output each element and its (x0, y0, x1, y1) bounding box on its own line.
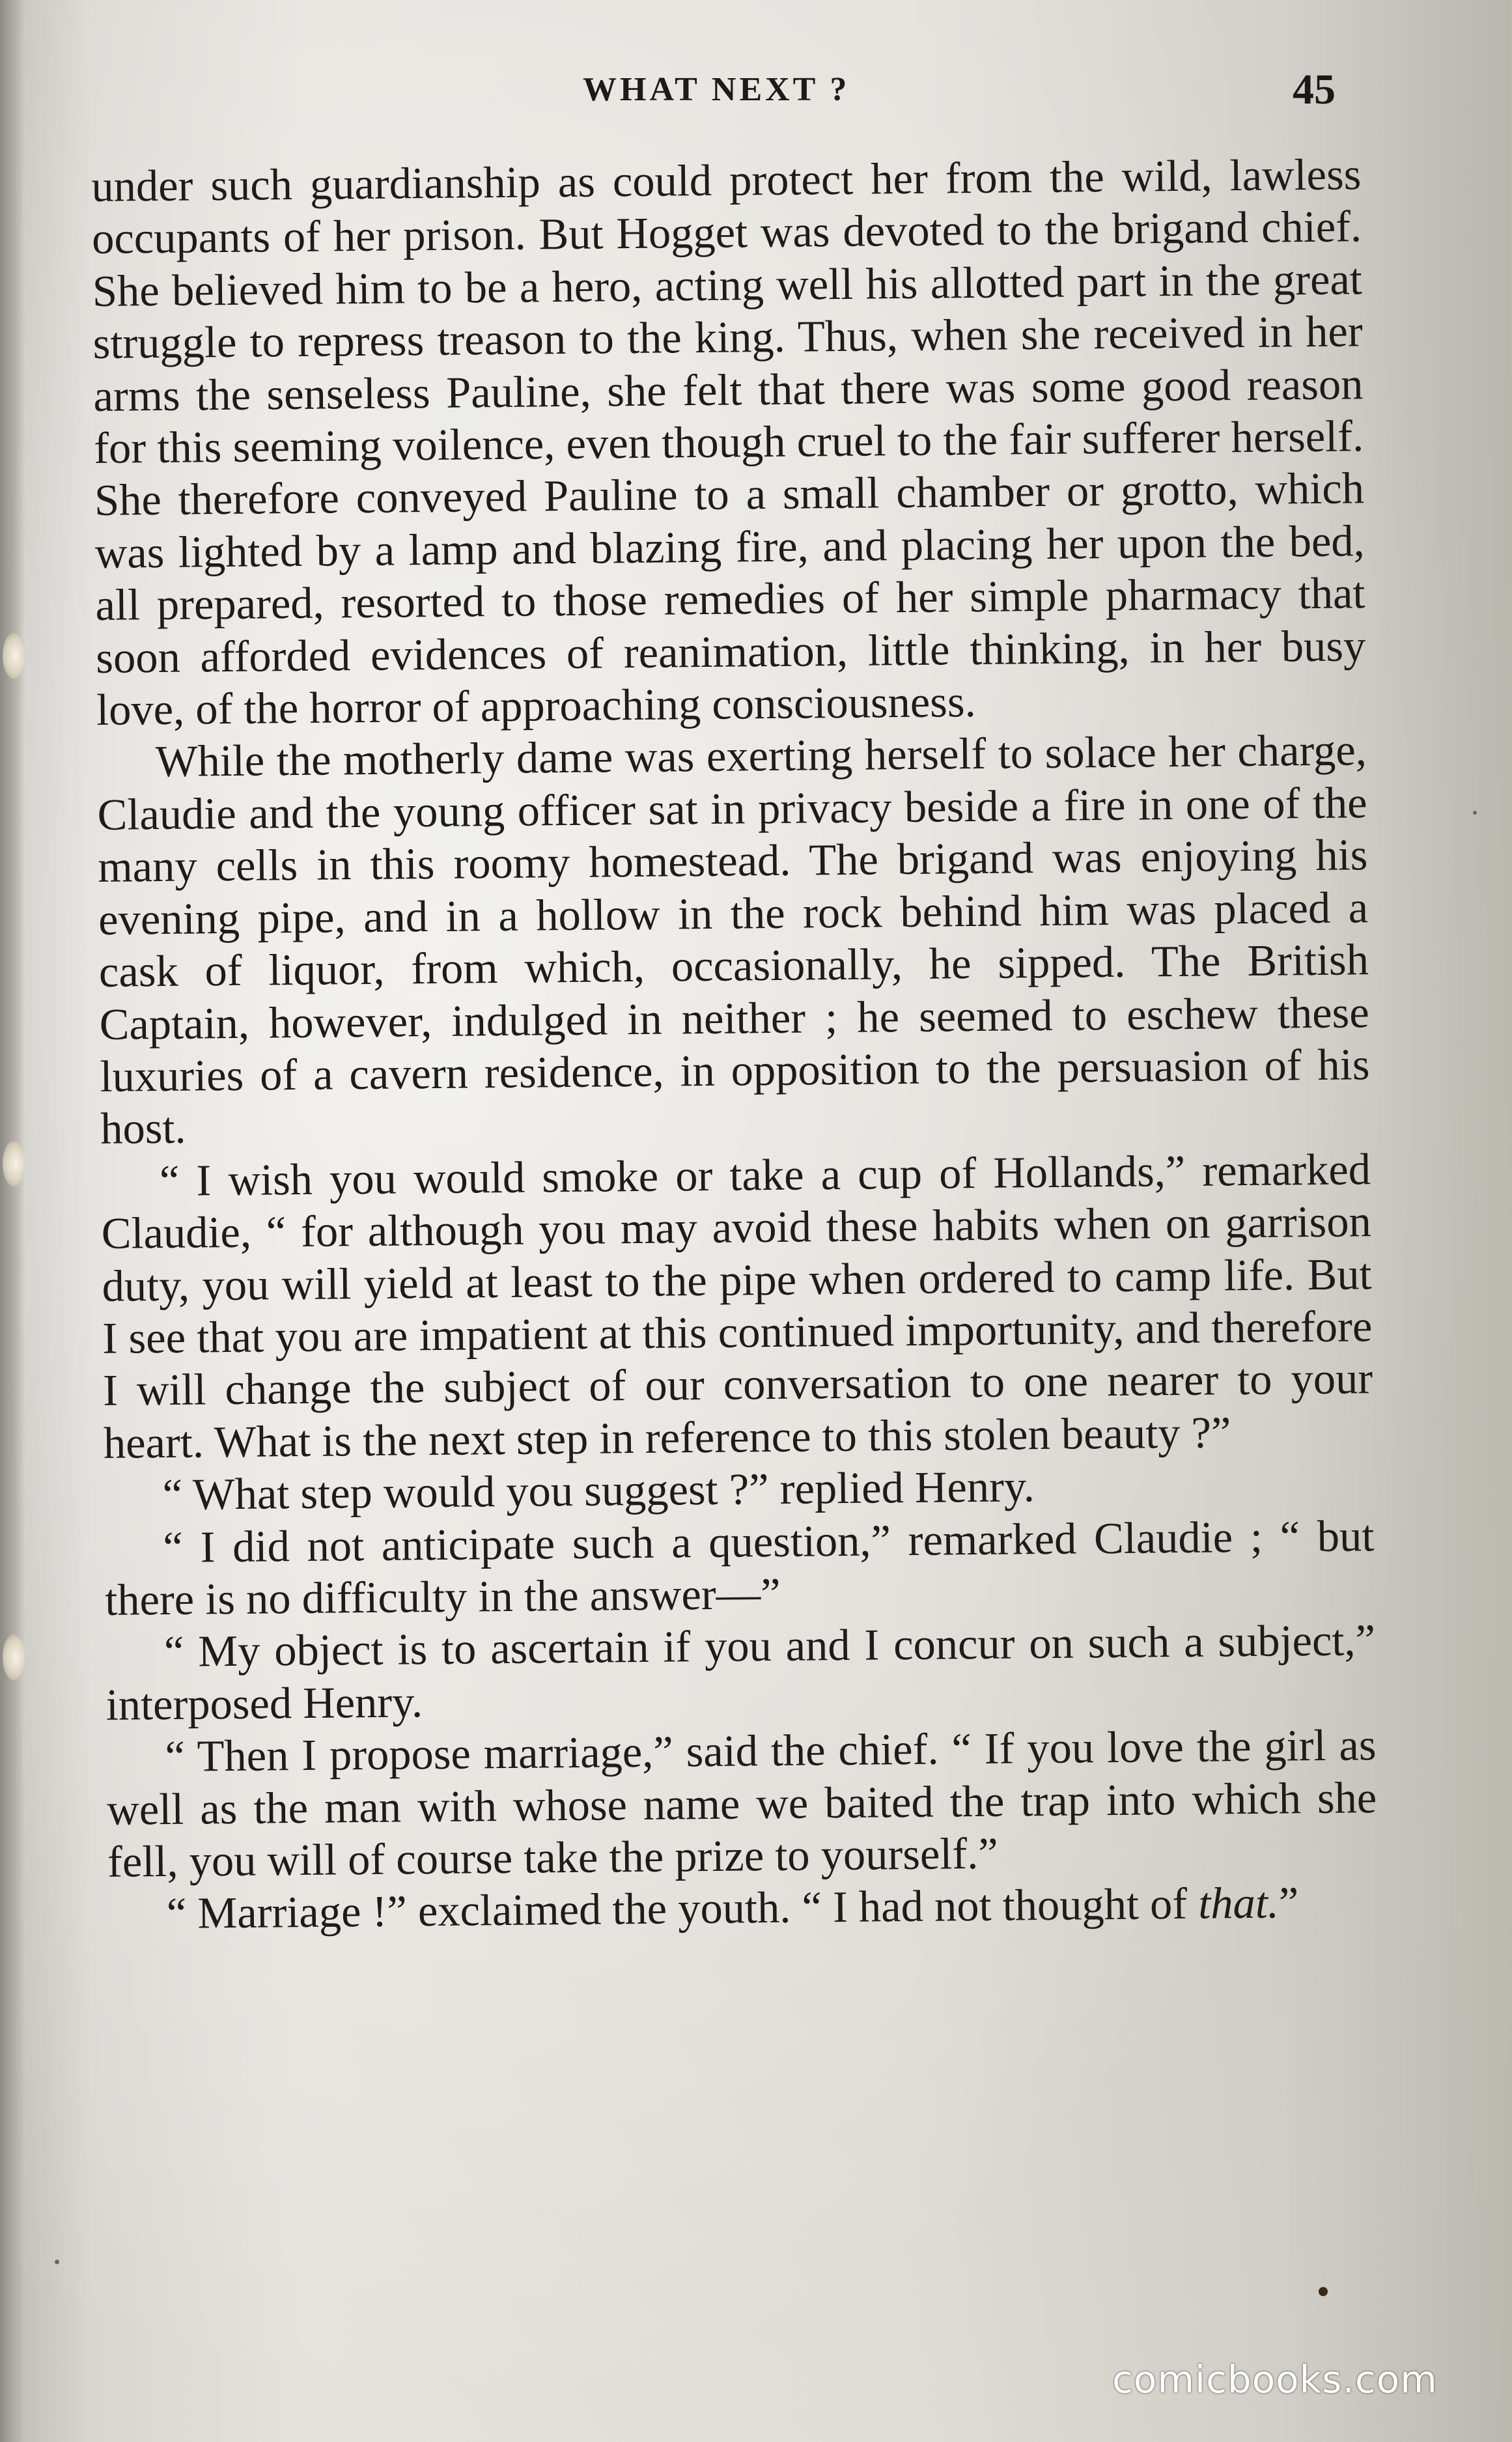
paragraph: under such guardianship as could protect her from the wild, lawless occupants of her prison. But Hogget was devoted to the brigand chief. She believed him to be a hero, acting well his allotted part in the great struggle to repress treason to the king. Thus, when she received in her arms the senseless Pauline, she felt that there was some good reason for this seeming voilence, even though cruel to the fair sufferer herself. She therefore conveyed Pauline to a small chamber or grotto, which was lighted by a lamp and blazing fire, and placing her upon the bed, all prepared, resorted to those remedies of her simple pharmacy that soon afforded evidences of reanimation, little thinking, in her busy love, of the horror of approaching consciousness. (91, 149, 1366, 735)
emphasis-text: that. (1197, 1878, 1280, 1929)
page-binding-edge (0, 0, 25, 2442)
paragraph: “ I did not anticipate such a question,” remarked Claudie ; “ but there is no difficulty in the answer—” (104, 1510, 1375, 1625)
closing-quote: ” (1278, 1877, 1299, 1928)
print-speck (1473, 811, 1477, 815)
binding-hole (3, 633, 25, 679)
paragraph-text: “ Marriage !” exclaimed the youth. “ I had not thought of (166, 1879, 1199, 1939)
paragraph: “ What step would you suggest ?” replied Henry. (162, 1461, 1035, 1520)
paragraph: While the motherly dame was exerting herself to solace her charge, Claudie and the young officer sat in privacy beside a fire in one of the many cells in this roomy homestead. The brigand was enjoying his evening pipe, and in a hollow in the rock behind him was placed a cask of liquor, from which, occasionally, he sipped. The British Captain, however, indulged in neither ; he seemed to eschew these luxuries of a cavern residence, in opposition to the persuasion of his host. (97, 725, 1370, 1154)
paragraph: “ Then I propose marriage,” said the chief. “ If you love the girl as well as the man with whose name we baited the trap into which she fell, you will of course take the prize to yourself.” (106, 1720, 1377, 1887)
paragraph: “ I wish you would smoke or take a cup of Hollands,” remarked Claudie, “ for although you may avoid these habits when on garrison duty, you will yield at least to the pipe when ordered to camp life. But I see that you are impatient at this continued importunity, and therefore I will change the subject of our conversation to one nearer to your heart. What is the next step in reference to this stolen beauty ?” (101, 1144, 1373, 1468)
binding-hole (3, 1141, 25, 1186)
body-text (91, 148, 1381, 2264)
running-title: WHAT NEXT ? (583, 71, 850, 108)
binding-hole (3, 1635, 25, 1680)
print-speck (1319, 2287, 1328, 2296)
paragraph: “ My object is to ascertain if you and I concur on such a subject,” interposed Henry. (105, 1615, 1376, 1730)
page-number: 45 (1293, 66, 1336, 113)
running-head (0, 65, 1512, 117)
print-speck (55, 2260, 59, 2264)
watermark: comicbooks.com (1112, 2357, 1438, 2402)
